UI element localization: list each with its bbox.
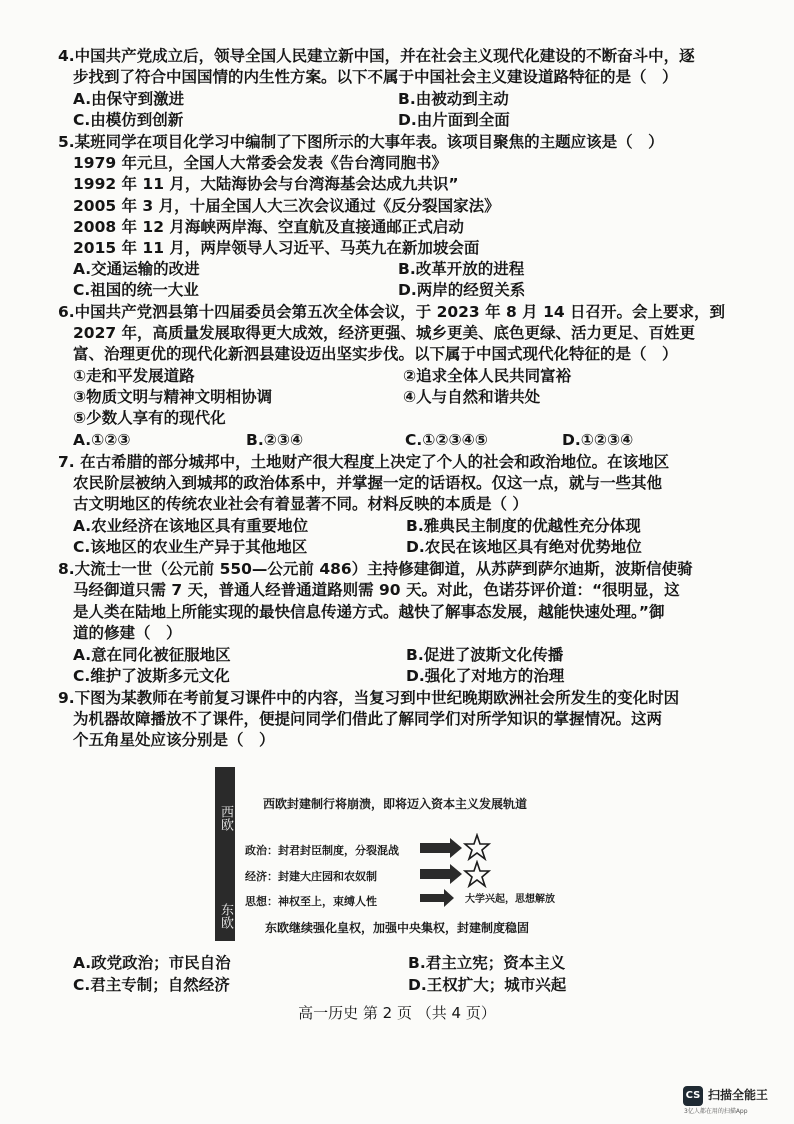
figure-region-bar — [215, 767, 235, 941]
q5-option-a: A.交通运输的改进 — [73, 260, 200, 278]
q6-item-2: ②追求全体人民共同富裕 — [403, 367, 572, 385]
q9-figure — [215, 767, 585, 941]
figure-thought-result: 大学兴起，思想解放 — [465, 894, 555, 905]
q9-option-c: C.君主专制；自然经济 — [73, 976, 230, 994]
q5-event: 2008 年 12 月海峡两岸海、空直航及直接通邮正式启动 — [73, 218, 464, 236]
figure-heading: 西欧封建制行将崩溃，即将迈入资本主义发展轨道 — [263, 797, 528, 811]
q5-event: 1992 年 11 月，大陆海协会与台湾海基会达成九共识” — [73, 175, 459, 193]
q8-option-c: C.维护了波斯多元文化 — [73, 667, 230, 685]
q8-stem-line4: 道的修建（ ） — [73, 624, 182, 642]
q5-option-b: B.改革开放的进程 — [398, 260, 525, 278]
arrow-thought — [420, 889, 454, 907]
q8-option-a: A.意在同化被征服地区 — [73, 646, 231, 664]
q9-option-a: A.政党政治；市民自治 — [73, 954, 231, 972]
q6-option-d: D.①②③④ — [562, 431, 634, 449]
q6-item-3: ③物质文明与精神文明相协调 — [73, 388, 273, 406]
q8-stem-line2: 马经御道只需 7 天，普通人经普通道路则需 90 天。对此，色诺芬评价道：“很明显，这 — [73, 581, 680, 599]
q9-option-d: D.王权扩大；城市兴起 — [408, 976, 567, 994]
figure-west-label: 西欧 — [218, 805, 233, 831]
q4-option-d: D.由片面到全面 — [398, 111, 510, 129]
q6-stem-line3: 富、治理更优的现代化新泗县建设迈出坚实步伐。以下属于中国式现代化特征的是（ ） — [73, 345, 678, 363]
arrow-economy — [420, 864, 462, 884]
q7-stem-line1: 7. 在古希腊的部分城邦中，土地财产很大程度上决定了个人的社会和政治地位。在该地区 — [58, 453, 670, 471]
figure-economy: 经济：封建大庄园和农奴制 — [245, 870, 377, 883]
cs-logo-icon: CS — [683, 1086, 703, 1106]
watermark-sub: 3亿人都在用的扫描App — [684, 1108, 748, 1115]
star-icon — [463, 833, 491, 861]
figure-east-text: 东欧继续强化皇权，加强中央集权，封建制度稳固 — [265, 921, 530, 935]
q4-option-c: C.由模仿到创新 — [73, 111, 184, 129]
q7-option-a: A.农业经济在该地区具有重要地位 — [73, 517, 309, 535]
q4-stem-line2: 步找到了符合中国国情的内生性方案。以下不属于中国社会主义建设道路特征的是（ ） — [73, 68, 678, 86]
q5-option-d: D.两岸的经贸关系 — [398, 281, 526, 299]
q6-option-b: B.②③④ — [246, 431, 304, 449]
figure-thought: 思想：神权至上，束缚人性 — [245, 895, 377, 908]
q9-stem-line1: 9.下图为某教师在考前复习课件中的内容，当复习到中世纪晚期欧洲社会所发生的变化时因 — [58, 689, 680, 707]
q8-option-d: D.强化了对地方的治理 — [406, 667, 565, 685]
q4-stem-line1: 4.中国共产党成立后，领导全国人民建立新中国，并在社会主义现代化建设的不断奋斗中，逐 — [58, 47, 695, 65]
q7-stem-line2: 农民阶层被纳入到城邦的政治体系中，并掌握一定的话语权。仅这一点，就与一些其他 — [73, 474, 663, 492]
q5-stem-line1: 5.某班同学在项目化学习中编制了下图所示的大事年表。该项目聚焦的主题应该是（ ） — [58, 133, 664, 151]
q8-stem-line3: 是人类在陆地上所能实现的最快信息传递方式。越快了解事态发展，越能快速处理。”御 — [73, 603, 665, 621]
arrow-politics — [420, 838, 462, 858]
q6-option-c: C.①②③④⑤ — [405, 431, 488, 449]
q4-option-b: B.由被动到主动 — [398, 90, 509, 108]
page-footer: 高一历史 第 2 页 （共 4 页） — [298, 1004, 496, 1022]
q6-item-4: ④人与自然和谐共处 — [403, 388, 541, 406]
q9-stem-line2: 为机器故障播放不了课件，便提问同学们借此了解同学们对所学知识的掌握情况。这两 — [73, 710, 663, 728]
watermark-name: 扫描全能王 — [708, 1088, 769, 1102]
q8-stem-line1: 8.大流士一世（公元前 550—公元前 486）主持修建御道，从苏萨到萨尔迪斯，波斯信使骑 — [58, 560, 693, 578]
q7-option-c: C.该地区的农业生产异于其他地区 — [73, 538, 308, 556]
star-icon — [463, 860, 491, 888]
q4-option-a: A.由保守到激进 — [73, 90, 185, 108]
q5-option-c: C.祖国的统一大业 — [73, 281, 199, 299]
q8-option-b: B.促进了波斯文化传播 — [406, 646, 564, 664]
q5-event: 2005 年 3 月，十届全国人大三次会议通过《反分裂国家法》 — [73, 197, 500, 215]
q6-stem-line2: 2027 年，高质量发展取得更大成效，经济更强、城乡更美、底色更绿、活力更足、百姓更 — [73, 324, 696, 342]
q7-option-d: D.农民在该地区具有绝对优势地位 — [406, 538, 642, 556]
q9-stem-line3: 个五角星处应该分别是（ ） — [73, 731, 275, 749]
q9-option-b: B.君主立宪；资本主义 — [408, 954, 566, 972]
q6-option-a: A.①②③ — [73, 431, 131, 449]
q6-item-5: ⑤少数人享有的现代化 — [73, 409, 226, 427]
q7-stem-line3: 古文明地区的传统农业社会有着显著不同。材料反映的本质是（ ） — [73, 495, 528, 513]
q5-event: 2015 年 11 月，两岸领导人习近平、马英九在新加坡会面 — [73, 239, 480, 257]
q6-stem-line1: 6.中国共产党泗县第十四届委员会第五次全体会议，于 2023 年 8 月 14 日召开。会上要求，到 — [58, 303, 726, 321]
q7-option-b: B.雅典民主制度的优越性充分体现 — [406, 517, 641, 535]
q6-item-1: ①走和平发展道路 — [73, 367, 195, 385]
figure-politics: 政治：封君封臣制度，分裂混战 — [245, 844, 399, 857]
figure-east-label: 东欧 — [218, 903, 233, 929]
q5-event: 1979 年元旦，全国人大常委会发表《告台湾同胞书》 — [73, 154, 448, 172]
